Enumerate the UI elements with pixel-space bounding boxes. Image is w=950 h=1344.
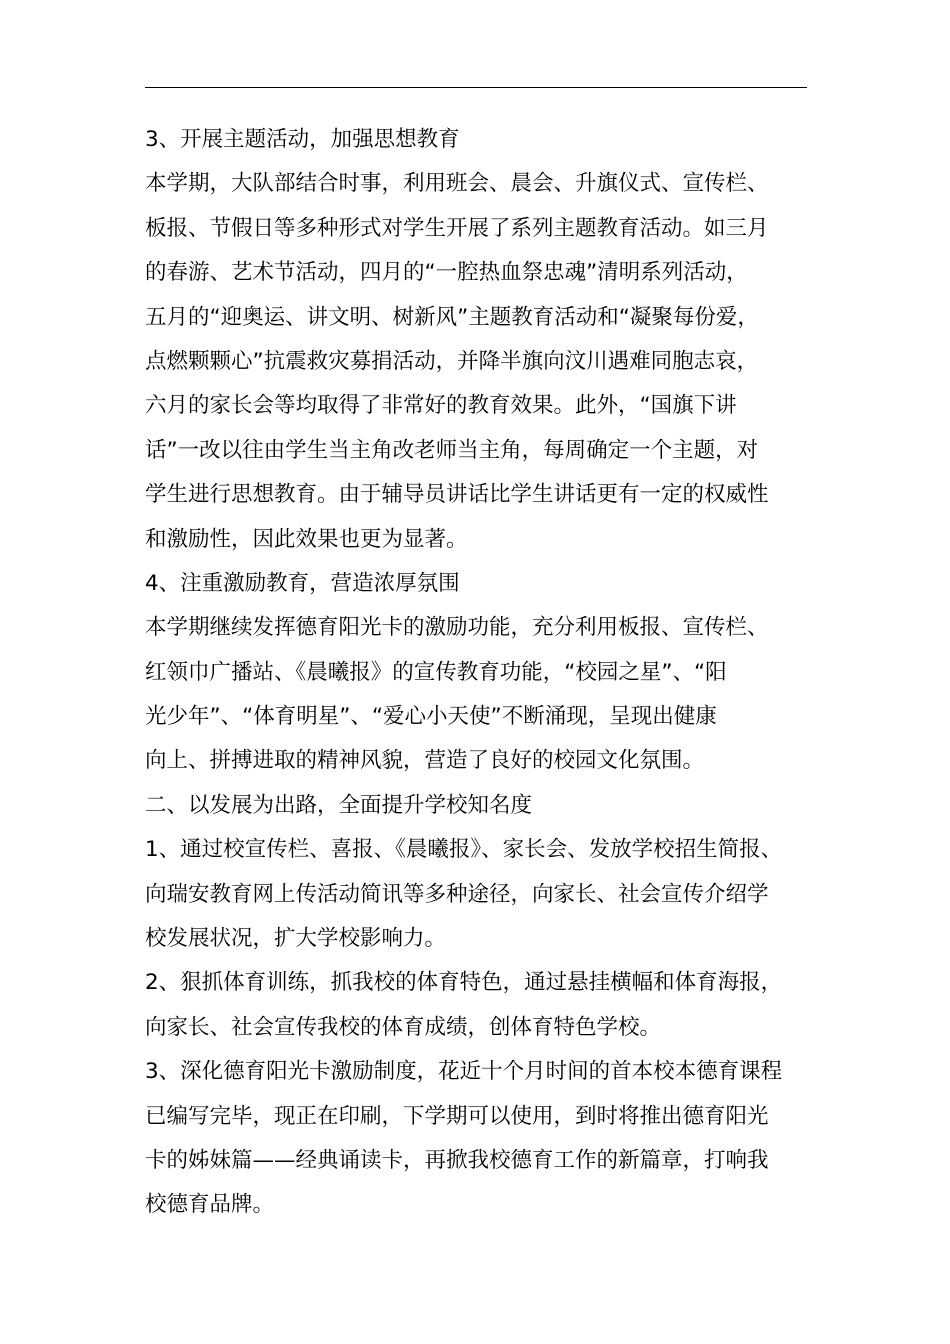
- list-item-line: 向瑞安教育网上传活动简讯等多种途径，向家长、社会宣传介绍学: [145, 881, 769, 907]
- paragraph-line: 点燃颗颗心”抗震救灾募捐活动，并降半旗向汶川遇难同胞志哀，: [145, 348, 759, 374]
- list-item-line: 校发展状况，扩大学校影响力。: [145, 926, 447, 952]
- list-item-line: 2、狠抓体育训练，抓我校的体育特色，通过悬挂横幅和体育海报，: [145, 970, 783, 996]
- paragraph-line: 光少年”、“体育明星”、“爱心小天使”不断涌现，呈现出健康: [145, 704, 717, 730]
- paragraph-line: 本学期，大队部结合时事，利用班会、晨会、升旗仪式、宣传栏、: [145, 171, 769, 197]
- paragraph-line: 话”一改以往由学生当主角改老师当主角，每周确定一个主题，对: [145, 437, 759, 463]
- list-item-line: 校德育品牌。: [145, 1192, 275, 1218]
- heading-3-theme-activities: 3、开展主题活动，加强思想教育: [145, 127, 460, 152]
- paragraph-line: 红领巾广播站、《晨曦报》的宣传教育功能，“校园之星”、“阳: [145, 659, 727, 685]
- list-item-line: 卡的姊妹篇——经典诵读卡，再掀我校德育工作的新篇章，打响我: [145, 1147, 769, 1173]
- heading-4-incentive-education: 4、注重激励教育，营造浓厚氛围: [145, 570, 460, 596]
- paragraph-line: 板报、节假日等多种形式对学生开展了系列主题教育活动。如三月: [145, 215, 769, 241]
- header-rule: [145, 87, 807, 88]
- paragraph-line: 向上、拼搏进取的精神风貌，营造了良好的校园文化氛围。: [145, 748, 705, 774]
- list-item-line: 向家长、社会宣传我校的体育成绩，创体育特色学校。: [145, 1014, 662, 1040]
- document-body: [145, 118, 807, 1228]
- list-item-line: 3、深化德育阳光卡激励制度，花近十个月时间的首本校本德育课程: [145, 1059, 783, 1085]
- paragraph-line: 学生进行思想教育。由于辅导员讲话比学生讲话更有一定的权威性: [145, 482, 769, 508]
- section-heading-development: 二、以发展为出路，全面提升学校知名度: [145, 792, 533, 818]
- paragraph-line: 的春游、艺术节活动，四月的“一腔热血祭忠魂”清明系列活动，: [145, 260, 748, 286]
- paragraph-line: 五月的“迎奥运、讲文明、树新风”主题教育活动和“凝聚每份爱，: [145, 304, 759, 330]
- paragraph-line: 六月的家长会等均取得了非常好的教育效果。此外，“国旗下讲: [145, 393, 737, 419]
- paragraph-line: 本学期继续发挥德育阳光卡的激励功能，充分利用板报、宣传栏、: [145, 615, 769, 641]
- list-item-line: 1、通过校宣传栏、喜报、《晨曦报》、家长会、发放学校招生简报、: [145, 837, 783, 863]
- paragraph-line: 和激励性，因此效果也更为显著。: [145, 526, 468, 552]
- list-item-line: 已编写完毕，现正在印刷，下学期可以使用，到时将推出德育阳光: [145, 1103, 769, 1129]
